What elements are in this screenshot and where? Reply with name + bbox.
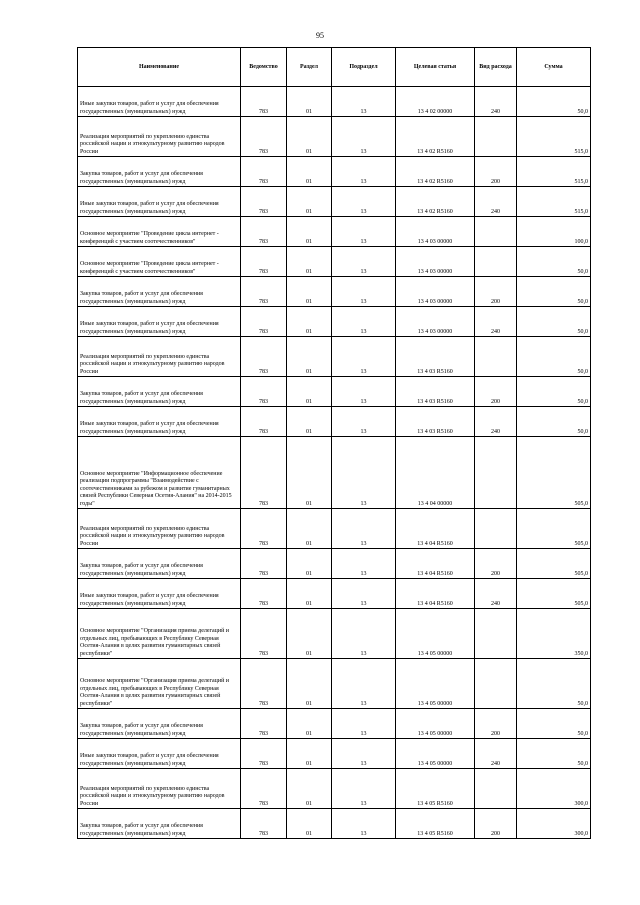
- table-row: [78, 709, 591, 739]
- row-amount: 300,0: [517, 769, 591, 809]
- row-department: 783: [241, 247, 287, 277]
- row-target-article: 13 4 04 00000: [396, 437, 475, 509]
- row-target-article: 13 4 04 R5160: [396, 549, 475, 579]
- row-target-article: 13 4 03 00000: [396, 217, 475, 247]
- row-section: 01: [287, 659, 332, 709]
- row-department: 783: [241, 549, 287, 579]
- row-subsection: 13: [332, 609, 396, 659]
- row-name: Закупка товаров, работ и услуг для обеспечения государственных (муниципальных) нужд: [78, 809, 241, 839]
- row-subsection: 13: [332, 157, 396, 187]
- row-target-article: 13 4 05 00000: [396, 739, 475, 769]
- header-expense-type: Вид расхода: [475, 48, 517, 87]
- row-expense-type: [475, 509, 517, 549]
- row-amount: 50,0: [517, 87, 591, 117]
- row-subsection: 13: [332, 277, 396, 307]
- row-expense-type: 240: [475, 407, 517, 437]
- row-amount: 505,0: [517, 549, 591, 579]
- row-subsection: 13: [332, 247, 396, 277]
- row-expense-type: 200: [475, 709, 517, 739]
- row-name: Основное мероприятие "Информационное обеспечение реализации подпрограммы "Взаимодействие с соотечественниками за рубежом и развитие гуманитарных связей Республики Северная Осетия-Алания" на 2014-2015 годы": [78, 437, 241, 509]
- row-section: 01: [287, 769, 332, 809]
- row-subsection: 13: [332, 407, 396, 437]
- row-amount: 50,0: [517, 659, 591, 709]
- row-amount: 515,0: [517, 157, 591, 187]
- row-name: Основное мероприятие "Проведение цикла интернет - конференций с участием соотечественников": [78, 217, 241, 247]
- row-section: 01: [287, 407, 332, 437]
- row-name: Основное мероприятие "Организация приема делегаций и отдельных лиц, пребывающих в Республику Северная Осетия-Алания в целях развития гуманитарных связей республики": [78, 609, 241, 659]
- row-name: Иные закупки товаров, работ и услуг для обеспечения государственных (муниципальных) нужд: [78, 187, 241, 217]
- row-department: 783: [241, 187, 287, 217]
- row-expense-type: [475, 217, 517, 247]
- row-expense-type: 200: [475, 277, 517, 307]
- row-section: 01: [287, 549, 332, 579]
- row-name: Иные закупки товаров, работ и услуг для обеспечения государственных (муниципальных) нужд: [78, 87, 241, 117]
- row-department: 783: [241, 117, 287, 157]
- row-expense-type: 200: [475, 809, 517, 839]
- row-subsection: 13: [332, 769, 396, 809]
- row-name: Закупка товаров, работ и услуг для обеспечения государственных (муниципальных) нужд: [78, 377, 241, 407]
- row-name: Основное мероприятие "Организация приема делегаций и отдельных лиц, пребывающих в Республику Северная Осетия-Алания в целях развития гуманитарных связей республики": [78, 659, 241, 709]
- table-row: [78, 277, 591, 307]
- row-amount: 50,0: [517, 377, 591, 407]
- row-amount: 515,0: [517, 117, 591, 157]
- row-department: 783: [241, 377, 287, 407]
- row-section: 01: [287, 509, 332, 549]
- header-name: Наименование: [78, 48, 241, 87]
- row-amount: 50,0: [517, 277, 591, 307]
- row-department: 783: [241, 407, 287, 437]
- row-department: 783: [241, 509, 287, 549]
- row-department: 783: [241, 217, 287, 247]
- row-expense-type: [475, 337, 517, 377]
- table-row: [78, 247, 591, 277]
- row-department: 783: [241, 659, 287, 709]
- header-amount: Сумма: [517, 48, 591, 87]
- row-subsection: 13: [332, 809, 396, 839]
- row-subsection: 13: [332, 549, 396, 579]
- row-amount: 50,0: [517, 307, 591, 337]
- row-expense-type: 240: [475, 739, 517, 769]
- row-section: 01: [287, 187, 332, 217]
- row-target-article: 13 4 02 R5160: [396, 117, 475, 157]
- table-row: [78, 549, 591, 579]
- row-target-article: 13 4 04 R5160: [396, 579, 475, 609]
- row-amount: 505,0: [517, 437, 591, 509]
- row-target-article: 13 4 05 00000: [396, 709, 475, 739]
- row-subsection: 13: [332, 377, 396, 407]
- row-section: 01: [287, 307, 332, 337]
- row-expense-type: [475, 117, 517, 157]
- row-target-article: 13 4 03 00000: [396, 247, 475, 277]
- row-department: 783: [241, 277, 287, 307]
- row-expense-type: [475, 437, 517, 509]
- row-section: 01: [287, 809, 332, 839]
- row-name: Закупка товаров, работ и услуг для обеспечения государственных (муниципальных) нужд: [78, 709, 241, 739]
- table-body: [78, 87, 591, 839]
- row-target-article: 13 4 03 R5160: [396, 337, 475, 377]
- table-row: [78, 157, 591, 187]
- row-section: 01: [287, 709, 332, 739]
- table-row: [78, 87, 591, 117]
- row-amount: 100,0: [517, 217, 591, 247]
- row-amount: 50,0: [517, 247, 591, 277]
- row-department: 783: [241, 609, 287, 659]
- row-expense-type: 240: [475, 87, 517, 117]
- row-name: Реализация мероприятий по укреплению единства российской нации и этнокультурному развитию народов России: [78, 769, 241, 809]
- row-section: 01: [287, 377, 332, 407]
- table-row: [78, 659, 591, 709]
- row-subsection: 13: [332, 709, 396, 739]
- row-subsection: 13: [332, 437, 396, 509]
- row-section: 01: [287, 579, 332, 609]
- header-subsection: Подраздел: [332, 48, 396, 87]
- row-department: 783: [241, 709, 287, 739]
- row-subsection: 13: [332, 337, 396, 377]
- row-department: 783: [241, 769, 287, 809]
- row-subsection: 13: [332, 659, 396, 709]
- row-name: Закупка товаров, работ и услуг для обеспечения государственных (муниципальных) нужд: [78, 549, 241, 579]
- row-section: 01: [287, 247, 332, 277]
- row-department: 783: [241, 739, 287, 769]
- row-expense-type: 200: [475, 377, 517, 407]
- row-amount: 50,0: [517, 337, 591, 377]
- row-department: 783: [241, 437, 287, 509]
- row-section: 01: [287, 117, 332, 157]
- row-target-article: 13 4 02 R5160: [396, 157, 475, 187]
- row-section: 01: [287, 337, 332, 377]
- row-name: Иные закупки товаров, работ и услуг для обеспечения государственных (муниципальных) нужд: [78, 307, 241, 337]
- row-section: 01: [287, 277, 332, 307]
- row-target-article: 13 4 05 00000: [396, 609, 475, 659]
- row-target-article: 13 4 02 R5160: [396, 187, 475, 217]
- row-subsection: 13: [332, 87, 396, 117]
- row-expense-type: [475, 659, 517, 709]
- row-expense-type: [475, 247, 517, 277]
- row-subsection: 13: [332, 739, 396, 769]
- table-row: [78, 609, 591, 659]
- row-expense-type: [475, 769, 517, 809]
- row-target-article: 13 4 03 00000: [396, 307, 475, 337]
- row-expense-type: 200: [475, 549, 517, 579]
- row-amount: 505,0: [517, 579, 591, 609]
- row-name: Иные закупки товаров, работ и услуг для обеспечения государственных (муниципальных) нужд: [78, 739, 241, 769]
- row-target-article: 13 4 05 R5160: [396, 769, 475, 809]
- row-target-article: 13 4 02 00000: [396, 87, 475, 117]
- row-subsection: 13: [332, 509, 396, 549]
- row-target-article: 13 4 05 00000: [396, 659, 475, 709]
- table-row: [78, 117, 591, 157]
- row-target-article: 13 4 05 R5160: [396, 809, 475, 839]
- table-row: [78, 217, 591, 247]
- row-target-article: 13 4 03 00000: [396, 277, 475, 307]
- row-subsection: 13: [332, 217, 396, 247]
- row-section: 01: [287, 437, 332, 509]
- row-amount: 50,0: [517, 709, 591, 739]
- row-name: Закупка товаров, работ и услуг для обеспечения государственных (муниципальных) нужд: [78, 277, 241, 307]
- table-row: [78, 809, 591, 839]
- row-name: Основное мероприятие "Проведение цикла интернет - конференций с участием соотечественников": [78, 247, 241, 277]
- row-subsection: 13: [332, 579, 396, 609]
- row-department: 783: [241, 337, 287, 377]
- table-row: [78, 307, 591, 337]
- table-row: [78, 337, 591, 377]
- row-department: 783: [241, 809, 287, 839]
- table-row: [78, 187, 591, 217]
- row-department: 783: [241, 307, 287, 337]
- table-row: [78, 377, 591, 407]
- table-header-row: [78, 48, 591, 87]
- table-row: [78, 739, 591, 769]
- table-row: [78, 579, 591, 609]
- budget-table: [77, 47, 591, 839]
- row-target-article: 13 4 03 R5160: [396, 377, 475, 407]
- row-subsection: 13: [332, 117, 396, 157]
- header-target-article: Целевая статья: [396, 48, 475, 87]
- row-department: 783: [241, 579, 287, 609]
- page-number: 95: [316, 31, 324, 40]
- header-section: Раздел: [287, 48, 332, 87]
- row-subsection: 13: [332, 187, 396, 217]
- row-amount: 505,0: [517, 509, 591, 549]
- row-name: Закупка товаров, работ и услуг для обеспечения государственных (муниципальных) нужд: [78, 157, 241, 187]
- row-amount: 300,0: [517, 809, 591, 839]
- row-amount: 50,0: [517, 739, 591, 769]
- table-row: [78, 509, 591, 549]
- table-row: [78, 437, 591, 509]
- row-expense-type: 240: [475, 307, 517, 337]
- header-department: Ведомство: [241, 48, 287, 87]
- row-expense-type: 240: [475, 579, 517, 609]
- row-amount: 350,0: [517, 609, 591, 659]
- row-department: 783: [241, 157, 287, 187]
- row-expense-type: [475, 609, 517, 659]
- row-amount: 515,0: [517, 187, 591, 217]
- row-department: 783: [241, 87, 287, 117]
- row-section: 01: [287, 739, 332, 769]
- row-section: 01: [287, 217, 332, 247]
- table-row: [78, 769, 591, 809]
- row-target-article: 13 4 04 R5160: [396, 509, 475, 549]
- row-name: Иные закупки товаров, работ и услуг для обеспечения государственных (муниципальных) нужд: [78, 407, 241, 437]
- row-subsection: 13: [332, 307, 396, 337]
- row-section: 01: [287, 609, 332, 659]
- row-name: Реализация мероприятий по укреплению единства российской нации и этнокультурному развитию народов России: [78, 509, 241, 549]
- table-row: [78, 407, 591, 437]
- row-target-article: 13 4 03 R5160: [396, 407, 475, 437]
- row-section: 01: [287, 87, 332, 117]
- row-expense-type: 200: [475, 157, 517, 187]
- row-name: Реализация мероприятий по укреплению единства российской нации и этнокультурному развитию народов России: [78, 337, 241, 377]
- row-name: Иные закупки товаров, работ и услуг для обеспечения государственных (муниципальных) нужд: [78, 579, 241, 609]
- row-section: 01: [287, 157, 332, 187]
- row-amount: 50,0: [517, 407, 591, 437]
- row-expense-type: 240: [475, 187, 517, 217]
- row-name: Реализация мероприятий по укреплению единства российской нации и этнокультурному развитию народов России: [78, 117, 241, 157]
